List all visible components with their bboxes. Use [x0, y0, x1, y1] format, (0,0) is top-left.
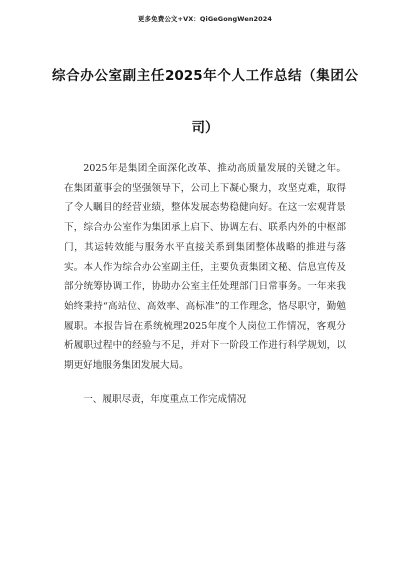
document-body: [64, 159, 346, 409]
document-title-line-2: 司）: [191, 120, 219, 136]
document-title-line-1: 综合办公室副主任2025年个人工作总结（集团公: [52, 68, 358, 84]
header-note: 更多免费公文+VX：QiGeGongWen2024: [137, 15, 273, 23]
body-paragraph-1: 2025年是集团全面深化改革、推动高质量发展的关键之年。在集团董事会的坚强领导下，公司上下凝心聚力，攻坚克难，取得了令人瞩目的经营业绩，整体发展态势稳健向好。在这一宏观背景下，综合办公室作为集团承上启下、协调左右、联系内外的中枢部门，其运转效能与服务水平直接关系到集团整体战略的推进与落实。本人作为综合办公室副主任，主要负责集团文秘、信息宣传及部分统筹协调工作，协助办公室主任处理部门日常事务。一年来我始终秉持“高站位、高效率、高标准”的工作理念，恪尽职守，勤勉履职。本报告旨在系统梳理2025年度个人岗位工作情况，客观分析履职过程中的经验与不足，并对下一阶段工作进行科学规划，以期更好地服务集团发展大局。: [64, 163, 346, 372]
section-heading-1: 一、履职尽责，年度重点工作完成情况: [83, 393, 247, 405]
